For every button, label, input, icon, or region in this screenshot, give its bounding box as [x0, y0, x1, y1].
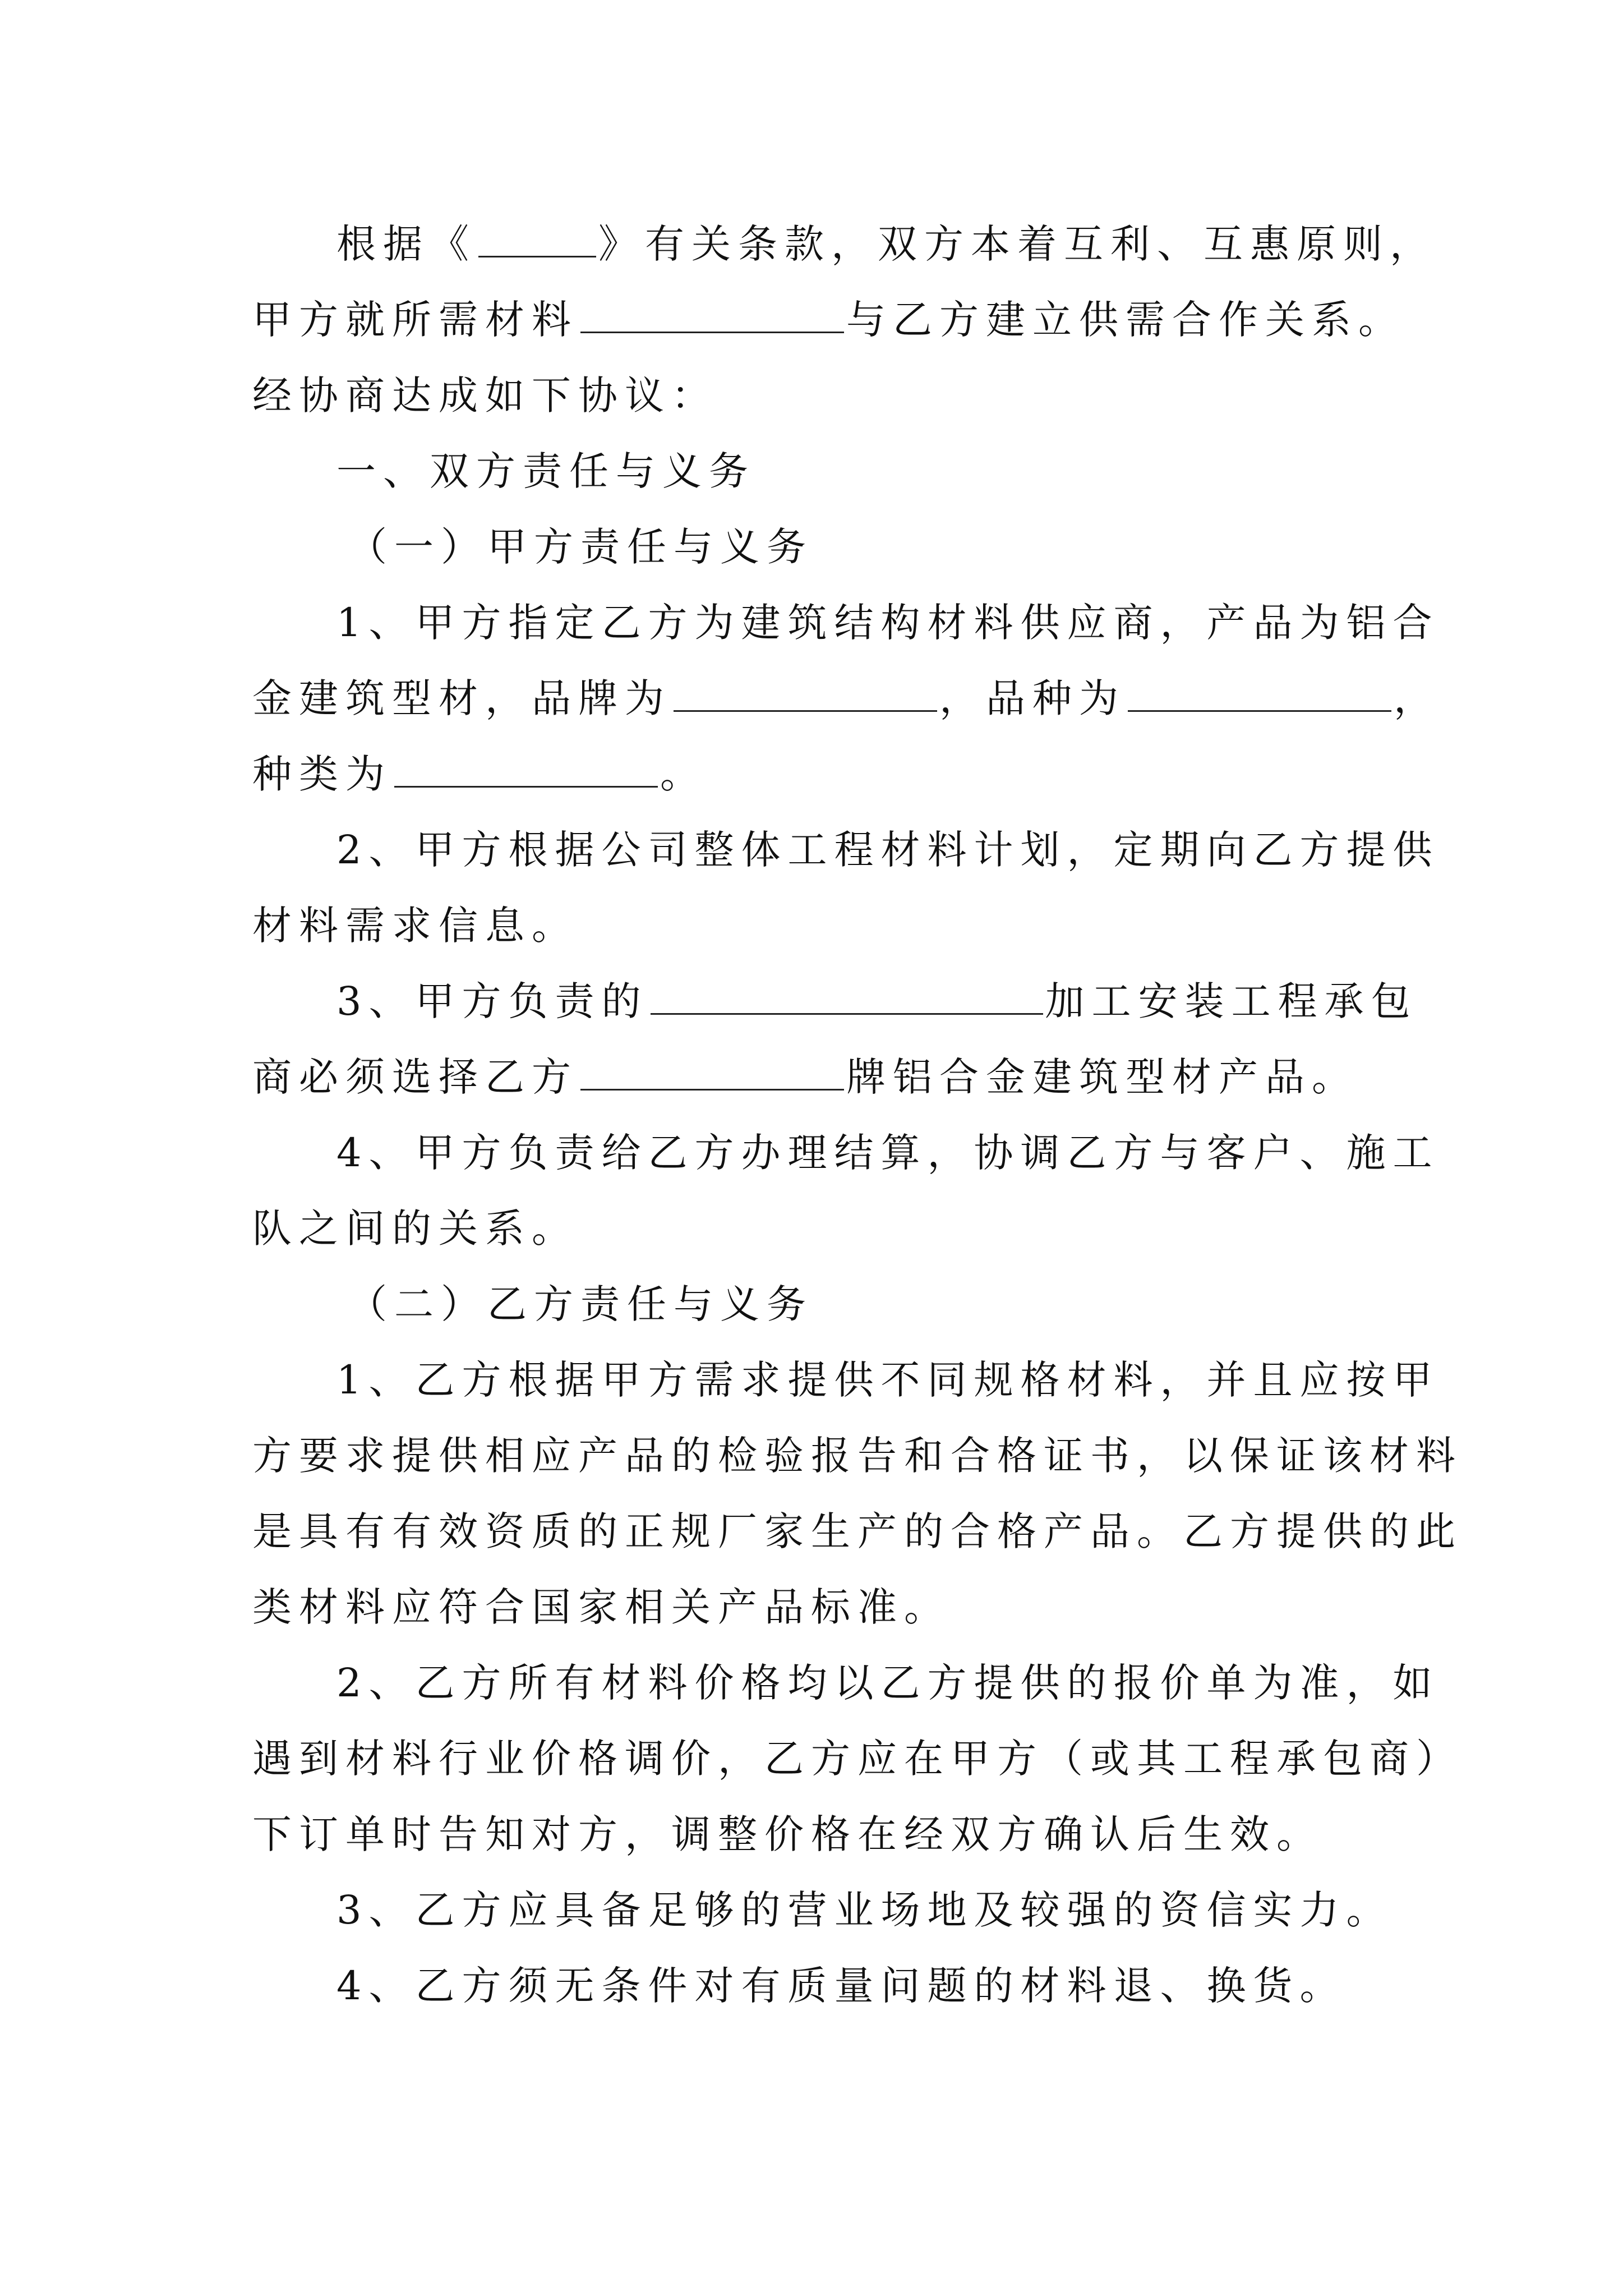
clause-b4: 4、乙方须无条件对有质量问题的材料退、换货。 [336, 1963, 1347, 2009]
section-heading-1: 一、双方责任与义务 [336, 448, 755, 494]
clause-b2-line-1: 2、乙方所有材料价格均以乙方提供的报价单为准，如 [336, 1660, 1440, 1706]
clause-a1-line-1: 1、甲方指定乙方为建筑结构材料供应商，产品为铝合 [336, 600, 1440, 646]
text-segment: ， [1394, 675, 1440, 721]
clause-b2-line-2: 遇到材料行业价格调价，乙方应在甲方（或其工程承包商） [252, 1736, 1463, 1782]
text-segment: 与乙方建立供需合作关系。 [846, 297, 1405, 343]
text-segment: 3、甲方负责的 [336, 978, 648, 1024]
clause-b1-line-1: 1、乙方根据甲方需求提供不同规格材料，并且应按甲 [336, 1357, 1440, 1403]
clause-a4-line-2: 队之间的关系。 [252, 1205, 578, 1251]
clause-b2-line-3: 下订单时告知对方，调整价格在经双方确认后生效。 [252, 1811, 1323, 1857]
text-segment: 金建筑型材，品牌为 [252, 675, 671, 721]
paragraph-intro-line-2 [252, 286, 1405, 353]
blank-supplier-brand[interactable] [580, 1054, 844, 1091]
clause-a2-line-1: 2、甲方根据公司整体工程材料计划，定期向乙方提供 [336, 827, 1440, 873]
blank-law-name[interactable] [478, 221, 596, 257]
text-segment: 。 [660, 751, 707, 797]
blank-brand[interactable] [674, 675, 937, 712]
text-segment: ，品种为 [939, 675, 1126, 721]
blank-category[interactable] [394, 751, 658, 788]
clause-a1-line-3 [252, 740, 1402, 808]
text-segment: 根据《 [336, 221, 476, 267]
blank-material[interactable] [580, 297, 844, 333]
clause-a2-line-2: 材料需求信息。 [252, 903, 578, 949]
clause-a3-line-2 [252, 1043, 1402, 1111]
clause-a4-line-1: 4、甲方负责给乙方办理结算，协调乙方与客户、施工 [336, 1130, 1440, 1176]
paragraph-intro-line-3: 经协商达成如下协议： [252, 372, 718, 418]
clause-b1-line-3: 是具有有效资质的正规厂家生产的合格产品。乙方提供的此 [252, 1508, 1463, 1554]
text-segment: 》有关条款，双方本着互利、互惠原则， [598, 221, 1436, 267]
text-segment: 加工安装工程承包 [1045, 978, 1418, 1024]
text-segment: 种类为 [252, 751, 392, 797]
paragraph-intro-line-1 [336, 210, 1486, 278]
blank-project[interactable] [651, 978, 1043, 1015]
clause-b1-line-4: 类材料应符合国家相关产品标准。 [252, 1584, 951, 1630]
subsection-heading-party-b: （二）乙方责任与义务 [348, 1281, 813, 1327]
clause-a3-line-1 [336, 968, 1486, 1035]
subsection-heading-party-a: （一）甲方责任与义务 [348, 524, 813, 570]
text-segment: 牌铝合金建筑型材产品。 [846, 1054, 1358, 1100]
clause-b1-line-2: 方要求提供相应产品的检验报告和合格证书，以保证该材料 [252, 1433, 1463, 1479]
clause-a1-line-2 [252, 665, 1440, 732]
text-segment: 商必须选择乙方 [252, 1054, 578, 1100]
clause-b3: 3、乙方应具备足够的营业场地及较强的资信实力。 [336, 1887, 1393, 1933]
text-segment: 甲方就所需材料 [252, 297, 578, 343]
blank-variety[interactable] [1128, 675, 1391, 712]
